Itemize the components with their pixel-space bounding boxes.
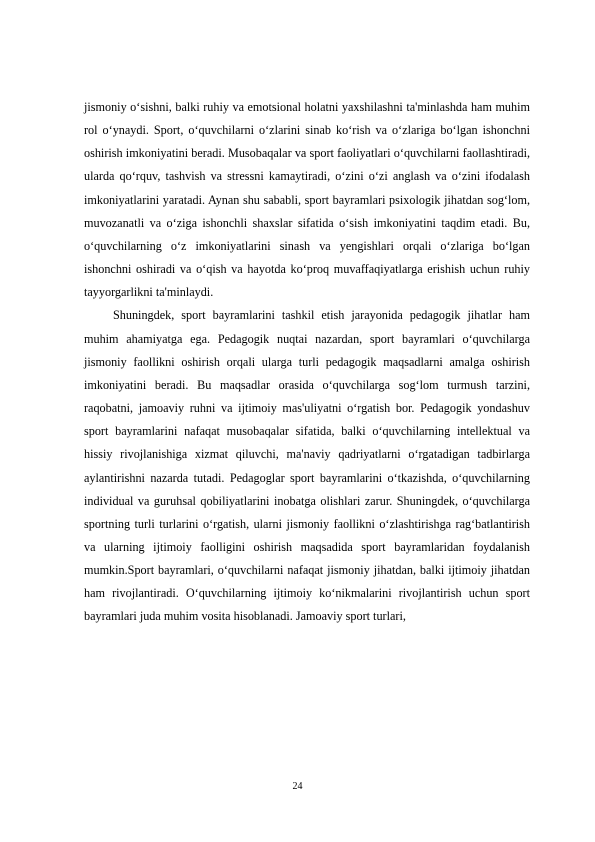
paragraph-pedagogical-aspects: Shuningdek, sport bayramlarini tashkil etish jarayonida pedagogik jihatlar ham muhim ahamiyatga ega. Pedagogik nuqtai nazardan, sport bayramlari o‘quvchilarga jismoniy faollikni oshirish orqali ularga turli pedagogik maqsadlarni amalga oshirish imkoniyatini beradi. Bu maqsadlar orasida o‘quvchilarga sog‘lom turmush tarzini, raqobatni, jamoaviy ruhni va ijtimoiy mas'uliyatni o‘rgatish bor. Pedagogik yondashuv sport bayramlarini nafaqat musobaqalar sifatida, balki o‘quvchilarning intellektual va hissiy rivojlanishiga xizmat qiluvchi, ma'naviy qadriyatlarni o‘rgatadigan tadbirlarga aylantirishni nazarda tutadi. Pedagoglar sport bayramlarini o‘tkazishda, o‘quvchilarning individual va guruhsal qobiliyatlarini inobatga olishlari zarur. Shuningdek, o‘quvchilarga sportning turli turlarini o‘rgatish, ularni jismoniy faollikni o‘zlashtirishga rag‘batlantirish va ularning ijtimoiy faolligini oshirish maqsadida sport bayramlaridan foydalanish mumkin.Sport bayramlari, o‘quvchilarni nafaqat jismoniy jihatdan, balki ijtimoiy jihatdan ham rivojlantiradi. O‘quvchilarning ijtimoiy ko‘nikmalarini rivojlantirish uchun sport bayramlari juda muhim vosita hisoblanadi. Jamoaviy sport turlari,: [84, 308, 530, 624]
paragraph-continuation: jismoniy o‘sishni, balki ruhiy va emotsional holatni yaxshilashni ta'minlashda ham muhim rol o‘ynaydi. Sport, o‘quvchilarni o‘zlarini sinab ko‘rish va o‘zlariga bo‘lgan ishonchni oshirish imkoniyatini beradi. Musobaqalar va sport faoliyatlari o‘quvchilarni faollashtiradi, ularda qo‘rquv, tashvish va stressni kamaytiradi, o‘zini o‘zi anglash va o‘zini ifodalash imkoniyatlarini yaratadi. Aynan shu sababli, sport bayramlari psixologik jihatdan sog‘lom, muvozanatli va o‘ziga ishonchli shaxslar sifatida o‘sish imkoniyatini taqdim etadi. Bu, o‘quvchilarning o‘z imkoniyatlarini sinash va yengishlari orqali o‘zlariga bo‘lgan ishonchni oshiradi va o‘qish va hayotda ko‘proq muvaffaqiyatlarga erishish uchun ruhiy tayyorgarlikni ta'minlaydi.: [84, 100, 530, 300]
body-text: [84, 96, 530, 629]
page-number: 24: [292, 781, 303, 792]
